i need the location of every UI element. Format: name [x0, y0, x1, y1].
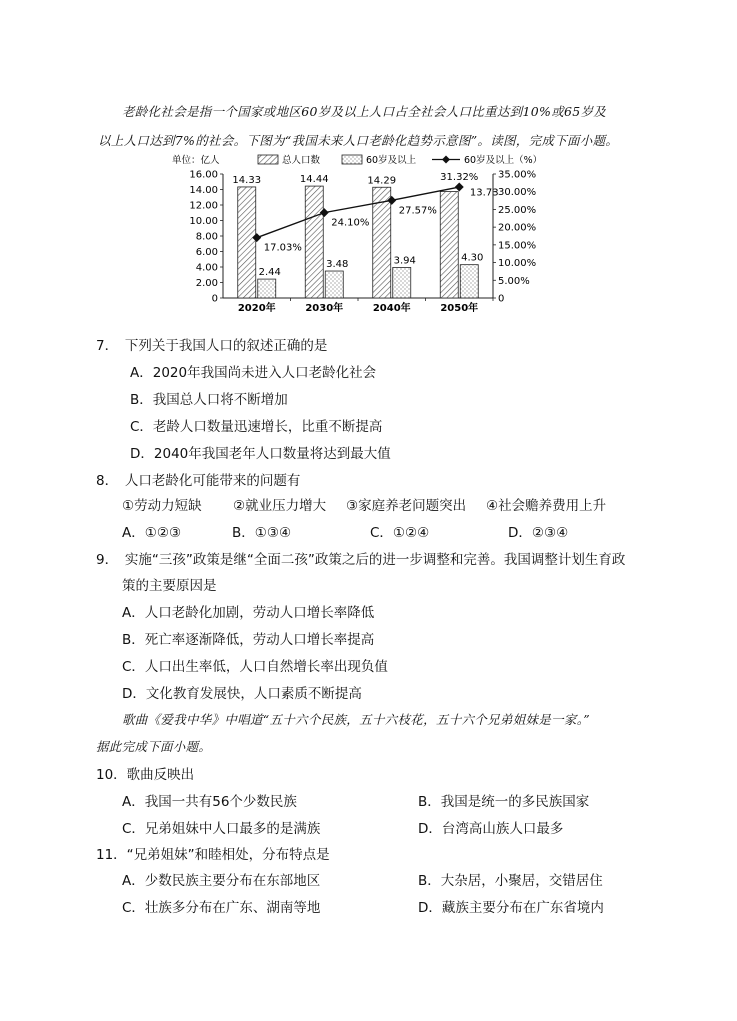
category-label: 2030年 — [305, 303, 344, 314]
q8-option-a[interactable]: A．①②③ — [122, 525, 182, 541]
q8-item-3: ③家庭养老问题突出 — [346, 498, 467, 514]
data-label-elderly: 4.30 — [461, 252, 484, 264]
right-tick-label: 0 — [498, 293, 505, 305]
intro-line-1: 老龄化社会是指一个国家或地区60岁及以上人口占全社会人口比重达到10%或65岁及 — [122, 104, 607, 119]
q7-option-b[interactable]: B．我国总人口将不断增加 — [130, 392, 288, 408]
chart-unit-label: 单位：亿人 — [172, 155, 220, 166]
q7-option-c[interactable]: C．老龄人口数量迅速增长，比重不断提高 — [130, 419, 383, 435]
left-tick-label: 0 — [211, 293, 218, 305]
q11-stem: 11．“兄弟姐妹”和睦相处，分布特点是 — [96, 847, 330, 863]
data-label-total: 14.44 — [299, 174, 329, 186]
legend-label-total: 总人口数 — [282, 155, 321, 166]
q8-stem: 8． 人口老龄化可能带来的问题有 — [96, 473, 301, 489]
data-label-elderly: 3.48 — [326, 259, 349, 271]
chart-legend — [172, 154, 542, 166]
q8-option-c[interactable]: C．①②④ — [370, 525, 430, 541]
q11-option-d[interactable]: D．藏族主要分布在广东省境内 — [418, 900, 604, 916]
right-tick-label: 10.00% — [498, 258, 537, 270]
legend-swatch-elderly — [342, 155, 362, 164]
legend-label-percent: 60岁及以上（%） — [464, 155, 543, 166]
data-label-total: 14.29 — [367, 175, 397, 187]
q9-option-d[interactable]: D．文化教育发展快，人口素质不断提高 — [122, 686, 362, 702]
percent-marker — [455, 183, 464, 192]
left-tick-label: 16.00 — [189, 169, 218, 181]
q8-item-2: ②就业压力增大 — [233, 498, 327, 514]
q10-stem: 10．歌曲反映出 — [96, 767, 195, 783]
q10-option-d[interactable]: D．台湾高山族人口最多 — [418, 821, 564, 837]
q9-option-b[interactable]: B．死亡率逐渐降低，劳动人口增长率提高 — [122, 632, 375, 648]
left-tick-label: 2.00 — [195, 278, 218, 289]
data-label-elderly: 2.44 — [258, 267, 281, 279]
left-tick-label: 4.00 — [195, 262, 218, 274]
data-label-percent: 27.57% — [398, 205, 437, 217]
bar-total-population — [238, 187, 256, 298]
right-tick-label: 35.00% — [498, 169, 537, 181]
left-tick-label: 14.00 — [189, 185, 218, 196]
bar-elderly-population — [325, 271, 343, 298]
intro2-line-1: 歌曲《爱我中华》中唱道“五十六个民族，五十六枝花，五十六个兄弟姐妹是一家。” — [122, 712, 590, 727]
bar-elderly-population — [393, 267, 411, 298]
q9-stem-line-2: 策的主要原因是 — [122, 578, 217, 594]
right-tick-label: 5.00% — [498, 275, 530, 287]
bar-total-population — [440, 192, 458, 298]
data-label-elderly: 3.94 — [393, 255, 416, 267]
q9-option-c[interactable]: C．人口出生率低，人口自然增长率出现负值 — [122, 659, 388, 675]
data-label-total: 14.33 — [232, 174, 262, 186]
intro2-line-2: 据此完成下面小题。 — [96, 739, 212, 754]
q11-option-a[interactable]: A．少数民族主要分布在东部地区 — [122, 873, 321, 889]
bar-total-population — [305, 186, 323, 298]
right-tick-label: 25.00% — [498, 204, 537, 216]
bar-elderly-population — [460, 265, 478, 298]
q11-option-b[interactable]: B．大杂居，小聚居，交错居住 — [418, 873, 603, 889]
aging-trend-chart — [170, 150, 580, 318]
legend-swatch-total — [258, 155, 278, 164]
left-tick-label: 8.00 — [195, 231, 218, 243]
q7-option-a[interactable]: A．2020年我国尚未进入人口老龄化社会 — [130, 365, 377, 381]
q7-stem: 7． 下列关于我国人口的叙述正确的是 — [96, 338, 328, 354]
data-label-percent: 31.32% — [440, 172, 479, 184]
legend-marker-percent — [442, 156, 450, 164]
data-label-total: 13.73 — [469, 187, 499, 199]
data-label-percent: 24.10% — [331, 217, 370, 229]
bar-elderly-population — [258, 279, 276, 298]
q8-option-d[interactable]: D．②③④ — [508, 525, 569, 541]
right-tick-label: 30.00% — [498, 187, 537, 199]
legend-label-elderly: 60岁及以上 — [366, 155, 417, 166]
category-label: 2040年 — [372, 303, 411, 314]
q11-option-c[interactable]: C．壮族多分布在广东、湖南等地 — [122, 900, 321, 916]
left-tick-label: 6.00 — [195, 247, 218, 258]
q7-option-d[interactable]: D．2040年我国老年人口数量将达到最大值 — [130, 446, 391, 462]
q8-item-4: ④社会赡养费用上升 — [486, 498, 607, 514]
intro-line-2: 以上人口达到7%的社会。下图为“我国未来人口老龄化趋势示意图”。读图，完成下面小题。 — [98, 133, 619, 148]
q10-option-a[interactable]: A．我国一共有56个少数民族 — [122, 794, 297, 810]
q10-option-b[interactable]: B．我国是统一的多民族国家 — [418, 794, 590, 810]
q10-option-c[interactable]: C．兄弟姐妹中人口最多的是满族 — [122, 821, 321, 837]
data-label-percent: 17.03% — [263, 242, 302, 254]
right-tick-label: 15.00% — [498, 240, 537, 252]
q9-option-a[interactable]: A．人口老龄化加剧，劳动人口增长率降低 — [122, 605, 375, 621]
q8-option-b[interactable]: B．①③④ — [232, 525, 292, 541]
q9-stem-line-1: 9． 实施“三孩”政策是继“全面二孩”政策之后的进一步调整和完善。我国调整计划生育政 — [96, 552, 626, 568]
category-label: 2020年 — [237, 303, 276, 314]
q8-item-1: ①劳动力短缺 — [122, 498, 202, 514]
left-tick-label: 12.00 — [189, 200, 218, 212]
left-tick-label: 10.00 — [189, 216, 218, 227]
right-tick-label: 20.00% — [498, 222, 537, 234]
category-label: 2050年 — [440, 303, 479, 314]
